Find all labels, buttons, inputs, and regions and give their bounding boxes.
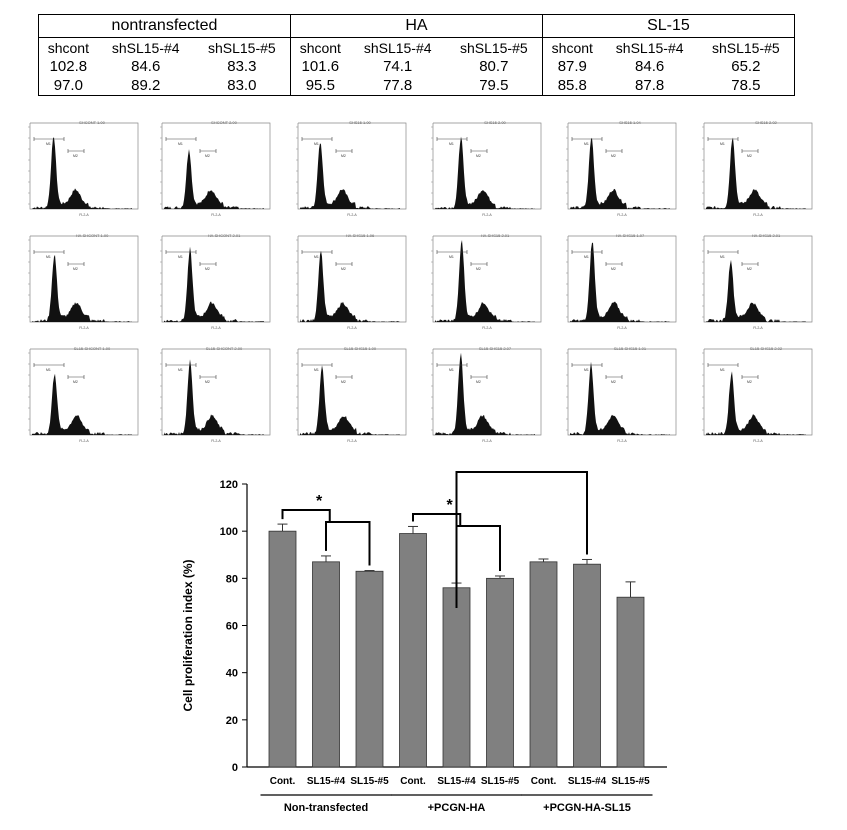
- group-header: HA: [290, 15, 542, 38]
- y-axis-label: Cell proliferation index (%): [181, 559, 195, 712]
- column-header: shSL15-#5: [194, 38, 291, 58]
- histogram-distribution: [32, 374, 132, 435]
- column-header: shSL15-#4: [111, 39, 180, 56]
- table-cell: 83.3: [194, 57, 291, 76]
- bar: [443, 588, 470, 767]
- gate-label: M2: [341, 154, 346, 158]
- y-tick-label: 20: [225, 714, 238, 727]
- gate-marker: [68, 262, 84, 266]
- group-label: +PCGN-HA-SL15: [543, 802, 631, 814]
- gate-label: M2: [341, 380, 346, 384]
- histogram-panel: [22, 230, 140, 330]
- gate-label: M2: [476, 267, 481, 271]
- gate-label: M2: [476, 380, 481, 384]
- bar: [269, 531, 296, 767]
- gate-label: M2: [611, 154, 616, 158]
- histogram-panel: [696, 343, 814, 443]
- table-cell: 84.6: [131, 58, 161, 75]
- category-label: Cont.: [269, 776, 296, 787]
- histogram-distribution: [164, 149, 264, 209]
- table-cell: 87.8: [602, 76, 698, 96]
- histogram-title: SL15-SHS15 2.02: [749, 346, 783, 351]
- gate-marker: [302, 363, 332, 367]
- histogram-distribution: [32, 137, 132, 209]
- category-label: SL15-#4: [567, 776, 607, 787]
- histogram-title: SL15-SHS15 1.01: [613, 346, 647, 351]
- column-header: shSL15-#4: [615, 39, 684, 56]
- histogram-title: HA-SHCONT 1.00: [75, 233, 109, 238]
- proliferation-bar-chart: [170, 470, 690, 825]
- bar: [400, 534, 427, 767]
- bar: [617, 597, 644, 767]
- gate-label: M1: [46, 142, 51, 146]
- histogram-panel: [154, 117, 272, 217]
- bar: [574, 564, 601, 767]
- gate-label: M2: [205, 154, 210, 158]
- histogram-distribution: [435, 137, 535, 209]
- histogram-x-label: FL2-A: [482, 213, 492, 217]
- gate-marker: [68, 375, 84, 379]
- histogram-panel: [290, 343, 408, 443]
- gate-label: M2: [73, 154, 78, 158]
- histogram-panel: [425, 230, 543, 330]
- histogram-x-label: FL2-A: [79, 439, 89, 443]
- histogram-x-label: FL2-A: [482, 439, 492, 443]
- y-tick-label: 120: [219, 479, 238, 491]
- histogram-panel: [290, 230, 408, 330]
- histogram-title: HA-SHS15 1.06: [345, 233, 375, 238]
- histogram-panel: [290, 117, 408, 217]
- category-label: SL15-#4: [437, 776, 476, 787]
- gate-label: M2: [747, 267, 752, 271]
- column-header: shSL15-#4: [363, 39, 432, 56]
- gate-label: M2: [73, 267, 78, 271]
- gate-marker: [200, 262, 216, 266]
- values-table: [38, 14, 795, 96]
- histogram-title: SHCONT 1.00: [79, 120, 105, 125]
- gate-label: M1: [720, 368, 725, 372]
- gate-marker: [34, 250, 64, 254]
- histogram-title: SL15-SHS15 2.07: [478, 346, 512, 351]
- histogram-panel: [154, 343, 272, 443]
- histogram-panel: [696, 230, 814, 330]
- histogram-title: SHS15 2.00: [484, 120, 506, 125]
- gate-marker: [708, 137, 738, 141]
- gate-label: M1: [178, 255, 183, 259]
- gate-marker: [437, 363, 467, 367]
- histogram-distribution: [570, 138, 670, 209]
- gate-label: M2: [747, 154, 752, 158]
- histogram-x-label: FL2-A: [347, 213, 357, 217]
- histogram-panel: [696, 117, 814, 217]
- gate-label: M1: [314, 142, 319, 146]
- histogram-x-label: FL2-A: [617, 326, 627, 330]
- gate-label: M2: [205, 267, 210, 271]
- bar: [313, 562, 340, 767]
- table-cell: 101.6: [290, 57, 349, 76]
- histogram-distribution: [706, 260, 806, 322]
- y-tick-label: 40: [225, 667, 238, 680]
- gate-marker: [34, 137, 64, 141]
- histogram-distribution: [706, 138, 806, 210]
- table-cell: 89.2: [98, 76, 194, 96]
- gate-marker: [302, 137, 332, 141]
- histogram-title: SHS15 2.02: [755, 120, 777, 125]
- histogram-panel: [22, 117, 140, 217]
- significance-bracket: [457, 472, 588, 608]
- gate-marker: [572, 363, 602, 367]
- histogram-x-label: FL2-A: [753, 213, 763, 217]
- table-cell: 80.7: [446, 57, 543, 76]
- histogram-x-label: FL2-A: [617, 213, 627, 217]
- gate-label: M1: [720, 255, 725, 259]
- histogram-distribution: [300, 365, 400, 435]
- gate-label: M1: [449, 255, 454, 259]
- gate-label: M1: [178, 142, 183, 146]
- histogram-title: HA-SHCONT 2.01: [207, 233, 241, 238]
- gate-label: M1: [720, 142, 725, 146]
- gate-marker: [200, 375, 216, 379]
- gate-label: M1: [46, 368, 51, 372]
- column-header: shSL15-#5: [698, 38, 795, 58]
- histogram-panel: [154, 230, 272, 330]
- gate-label: M2: [73, 380, 78, 384]
- category-label: SL15-#4: [306, 776, 346, 787]
- group-header: SL-15: [542, 15, 794, 38]
- gate-marker: [336, 375, 352, 379]
- group-label: +PCGN-HA: [427, 802, 486, 814]
- gate-marker: [302, 250, 332, 254]
- group-label: Non-transfected: [283, 802, 369, 814]
- gate-marker: [742, 262, 758, 266]
- gate-marker: [572, 250, 602, 254]
- histogram-panel: [560, 230, 678, 330]
- gate-marker: [166, 250, 196, 254]
- gate-marker: [471, 149, 487, 153]
- column-header: shcont: [542, 38, 601, 58]
- gate-marker: [708, 363, 738, 367]
- category-label: SL15-#5: [611, 776, 650, 787]
- bar: [530, 562, 557, 767]
- bar: [487, 578, 514, 767]
- group-header: nontransfected: [39, 15, 291, 38]
- gate-label: M1: [449, 142, 454, 146]
- histogram-title: SL15-SHCONT 1.00: [73, 346, 111, 351]
- gate-marker: [471, 262, 487, 266]
- histogram-x-label: FL2-A: [211, 439, 221, 443]
- gate-label: M1: [584, 368, 589, 372]
- histogram-distribution: [300, 251, 400, 322]
- category-label: Cont.: [400, 776, 426, 787]
- histogram-x-label: FL2-A: [79, 213, 89, 217]
- table-cell: 85.8: [542, 76, 601, 96]
- column-header: shcont: [290, 38, 349, 58]
- bar: [356, 571, 383, 767]
- gate-marker: [68, 149, 84, 153]
- histogram-distribution: [435, 240, 535, 322]
- histogram-distribution: [300, 143, 400, 209]
- histogram-panel: [22, 343, 140, 443]
- histogram-title: SHCONT 2.00: [211, 120, 237, 125]
- significance-marker: *: [446, 497, 453, 514]
- table-cell: 102.8: [39, 57, 98, 76]
- histogram-title: SHS15 1.04: [619, 120, 641, 125]
- histogram-x-label: FL2-A: [482, 326, 492, 330]
- histogram-x-label: FL2-A: [753, 439, 763, 443]
- table-cell: 83.0: [194, 76, 291, 96]
- gate-marker: [437, 137, 467, 141]
- histogram-panel: [425, 343, 543, 443]
- histogram-distribution: [570, 362, 670, 435]
- gate-label: M2: [476, 154, 481, 158]
- category-label: SL15-#5: [350, 776, 389, 787]
- table-cell: 77.8: [350, 76, 446, 96]
- table-cell: 78.5: [698, 76, 795, 96]
- y-tick-label: 80: [225, 573, 238, 586]
- table-cell: 65.2: [698, 57, 795, 76]
- histogram-x-label: FL2-A: [211, 326, 221, 330]
- table-cell: 95.5: [290, 76, 349, 96]
- gate-marker: [336, 262, 352, 266]
- gate-marker: [471, 375, 487, 379]
- histogram-title: SL15-SHCONT 2.00: [205, 346, 243, 351]
- gate-label: M1: [584, 142, 589, 146]
- gate-label: M2: [205, 380, 210, 384]
- gate-marker: [606, 149, 622, 153]
- significance-marker: *: [316, 493, 323, 510]
- histogram-title: SL15-SHS15 1.00: [343, 346, 377, 351]
- histogram-x-label: FL2-A: [347, 326, 357, 330]
- histogram-x-label: FL2-A: [347, 439, 357, 443]
- histogram-title: HA-SHS15 1.07: [615, 233, 645, 238]
- histogram-x-label: FL2-A: [211, 213, 221, 217]
- gate-marker: [606, 375, 622, 379]
- table-cell: 87.9: [542, 57, 601, 76]
- histogram-distribution: [706, 371, 806, 435]
- histogram-x-label: FL2-A: [79, 326, 89, 330]
- y-tick-label: 0: [231, 762, 238, 774]
- gate-marker: [200, 149, 216, 153]
- gate-marker: [606, 262, 622, 266]
- table-cell: 84.6: [635, 58, 665, 75]
- gate-label: M1: [46, 255, 51, 259]
- histogram-title: SHS15 1.00: [349, 120, 371, 125]
- histogram-distribution: [32, 255, 132, 322]
- histogram-panel: [560, 343, 678, 443]
- gate-marker: [166, 137, 196, 141]
- histogram-title: HA-SHS15 2.01: [480, 233, 510, 238]
- category-label: Cont.: [530, 776, 557, 787]
- gate-label: M1: [178, 368, 183, 372]
- gate-label: M2: [747, 380, 752, 384]
- histogram-x-label: FL2-A: [753, 326, 763, 330]
- histogram-x-label: FL2-A: [617, 439, 627, 443]
- gate-marker: [742, 149, 758, 153]
- histogram-panel: [425, 117, 543, 217]
- column-header: shcont: [39, 38, 98, 58]
- y-tick-label: 100: [219, 526, 238, 539]
- histogram-panel: [560, 117, 678, 217]
- gate-label: M1: [584, 255, 589, 259]
- category-label: SL15-#5: [480, 776, 520, 787]
- gate-marker: [336, 149, 352, 153]
- gate-label: M1: [314, 255, 319, 259]
- gate-marker: [572, 137, 602, 141]
- column-header: shSL15-#5: [446, 38, 543, 58]
- table-cell: 74.1: [383, 58, 413, 75]
- histogram-title: HA-SHS15 2.01: [751, 233, 781, 238]
- table-cell: 97.0: [39, 76, 98, 96]
- gate-marker: [708, 250, 738, 254]
- gate-label: M1: [314, 368, 319, 372]
- gate-label: M2: [611, 267, 616, 271]
- gate-marker: [166, 363, 196, 367]
- gate-marker: [34, 363, 64, 367]
- gate-marker: [742, 375, 758, 379]
- y-tick-label: 60: [225, 620, 238, 633]
- gate-label: M2: [341, 267, 346, 271]
- gate-label: M2: [611, 380, 616, 384]
- gate-label: M1: [449, 368, 454, 372]
- table-cell: 79.5: [446, 76, 543, 96]
